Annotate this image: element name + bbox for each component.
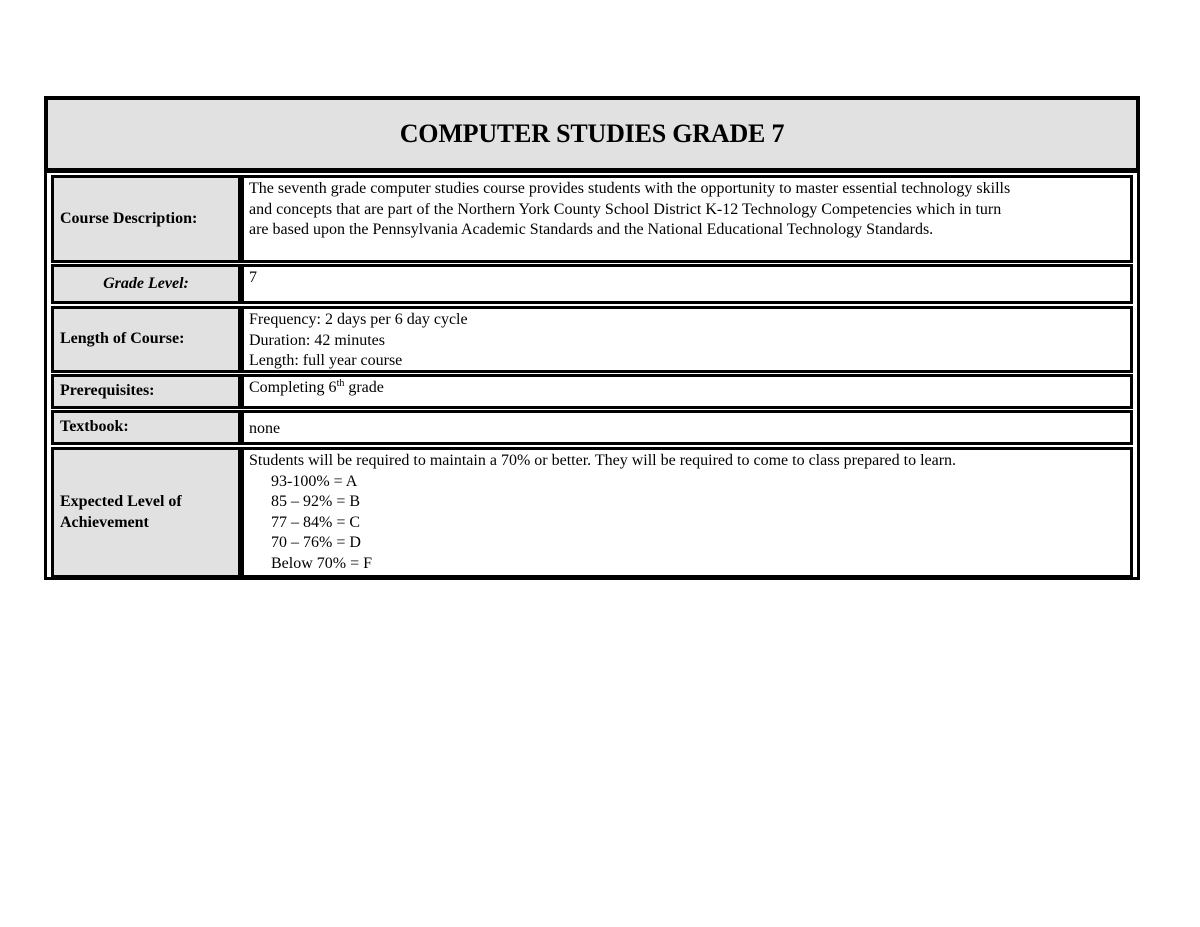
prerequisites-value [249,378,1126,399]
grade-scale-item: Below 70% = F [271,554,373,572]
prerequisites-suffix: grade [344,379,384,396]
grade-scale-item: 77 – 84% = C [271,513,361,531]
value-course-description [241,175,1133,263]
grade-scale-item: 70 – 76% = D [271,534,361,551]
label-expected-level [51,447,241,578]
textbook-value: none [249,420,281,437]
label-prerequisites [51,374,241,409]
label-text: Prerequisites: [60,382,155,400]
label-text: Course Description: [60,209,198,227]
length-line: Duration: 42 minutes [249,331,385,349]
label-course-description [51,175,241,263]
grade-level-value: 7 [249,269,257,286]
label-grade-level [51,264,241,304]
ordinal-superscript: th [336,378,345,389]
value-grade-level [241,264,1133,304]
prerequisites-prefix: Completing 6 [249,379,337,396]
description-line: The seventh grade computer studies course provides students with the opportunity to master essential technology skills [249,180,1011,197]
label-text: Expected Level of [60,493,182,510]
label-text: Grade Level: [103,274,189,292]
expectation-intro: Students will be required to maintain a 70% or better. They will be required to come to class prepared to learn. [249,452,957,469]
course-info-table [44,170,1140,580]
label-text: Textbook: [60,418,129,436]
value-prerequisites [241,374,1133,409]
label-textbook [51,410,241,445]
value-textbook [241,410,1133,445]
page-title: COMPUTER STUDIES GRADE 7 [399,119,785,148]
value-expected-level [241,447,1133,578]
label-text-group [60,492,182,533]
label-length-of-course [51,306,241,373]
description-line: are based upon the Pennsylvania Academic Standards and the National Educational Technology Standards. [249,221,934,238]
grade-scale-item: 85 – 92% = B [271,493,361,510]
description-line: and concepts that are part of the Northern York County School District K-12 Technology Competencies which in turn [249,200,1002,218]
label-text: Length of Course: [60,330,185,348]
value-length-of-course [241,306,1133,373]
title-banner [44,96,1140,172]
length-line: Length: full year course [249,352,403,369]
label-text: Achievement [60,513,149,531]
grade-scale-item: 93-100% = A [271,472,358,490]
length-line: Frequency: 2 days per 6 day cycle [249,311,468,328]
course-document [44,96,1140,580]
